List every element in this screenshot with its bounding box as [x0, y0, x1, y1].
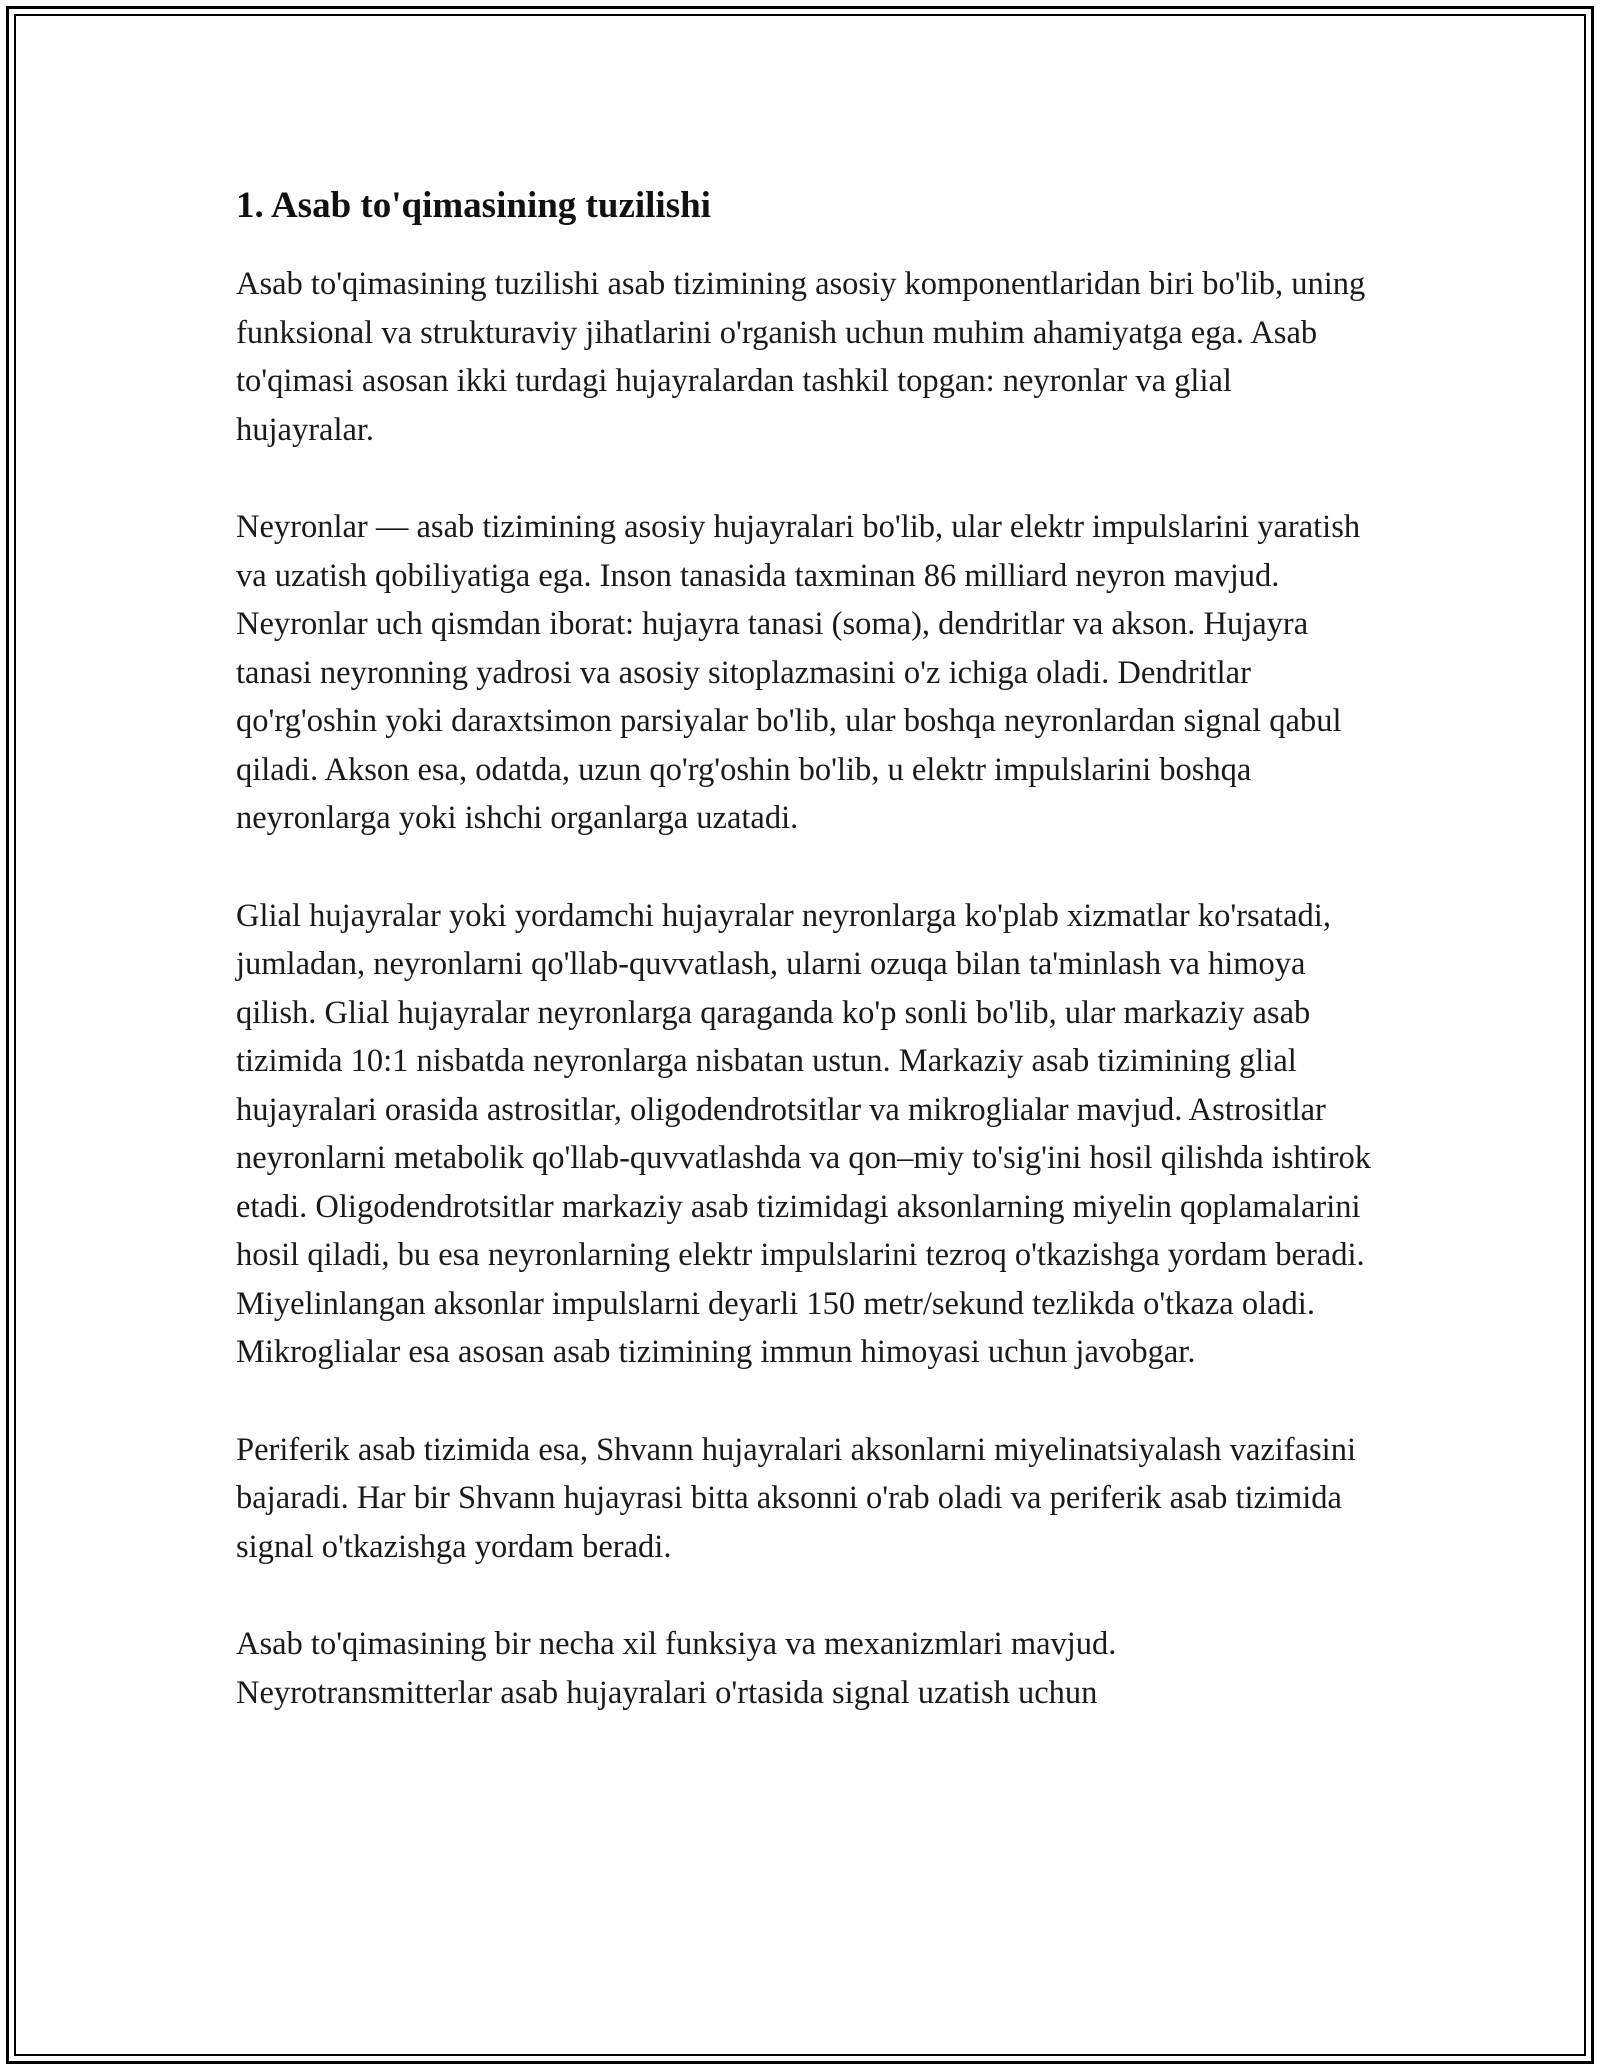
paragraph-schwann-cells: Periferik asab tizimida esa, Shvann hujayralari aksonlarni miyelinatsiyalash vazifasini bajaradi. Har bir Shvann hujayrasi bitta aksonni o'rab oladi va periferik asab tizimida signal o'tkazishga yordam beradi.: [236, 1431, 1356, 1565]
paragraph-neurons: Neyronlar — asab tizimining asosiy hujayralari bo'lib, ular elektr impulslarini yaratish va uzatish qobiliyatiga ega. Inson tanasida taxminan 86 milliard neyron mavjud. Neyronlar uch qismdan iborat: hujayra tanasi (soma), dendritlar va akson. Hujayra tanasi neyronning yadrosi va asosiy sitoplazmasini o'z ichiga oladi. Dendritlar qo'rg'oshin yoki daraxtsimon parsiyalar bo'lib, ular boshqa neyronlardan signal qabul qiladi. Akson esa, odatda, uzun qo'rg'oshin bo'lib, u elektr impulslarini boshqa neyronlarga yoki ishchi organlarga uzatadi.: [236, 509, 1361, 836]
paragraph-glial-cells: Glial hujayralar yoki yordamchi hujayralar neyronlarga ko'plab xizmatlar ko'rsatadi, jumladan, neyronlarni qo'llab-quvvatlash, ularni ozuqa bilan ta'minlash va himoya qilish. Glial hujayralar neyronlarga qaraganda ko'p sonli bo'lib, ular markaziy asab tizimida 10:1 nisbatda neyronlarga nisbatan ustun. Markaziy asab tizimining glial hujayralari orasida astrositlar, oligodendrotsitlar va mikroglialar mavjud. Astrositlar neyronlarni metabolik qo'llab-quvvatlashda va qon–miy to'sig'ini hosil qilishda ishtirok etadi. Oligodendrotsitlar markaziy asab tizimidagi aksonlarning miyelin qoplamalarini hosil qiladi, bu esa neyronlarning elektr impulslarini tezroq o'tkazishga yordam beradi. Miyelinlangan aksonlar impulslarni deyarli 150 metr/sekund tezlikda o'tkaza oladi. Mikroglialar esa asosan asab tizimining immun himoyasi uchun javobgar.: [236, 897, 1372, 1370]
document-body: [236, 184, 1376, 1766]
paragraph-intro: Asab to'qimasining tuzilishi asab tizimining asosiy komponentlaridan biri bo'lib, uning funksional va strukturaviy jihatlarini o'rganish uchun muhim ahamiyatga ega. Asab to'qimasi asosan ikki turdagi hujayralardan tashkil topgan: neyronlar va glial hujayralar.: [236, 266, 1366, 448]
paragraph-functions: Asab to'qimasining bir necha xil funksiya va mexanizmlari mavjud. Neyrotransmitterlar asab hujayralari o'rtasida signal uzatish uchun: [236, 1626, 1117, 1711]
section-heading: 1. Asab to'qimasining tuzilishi: [236, 185, 711, 226]
